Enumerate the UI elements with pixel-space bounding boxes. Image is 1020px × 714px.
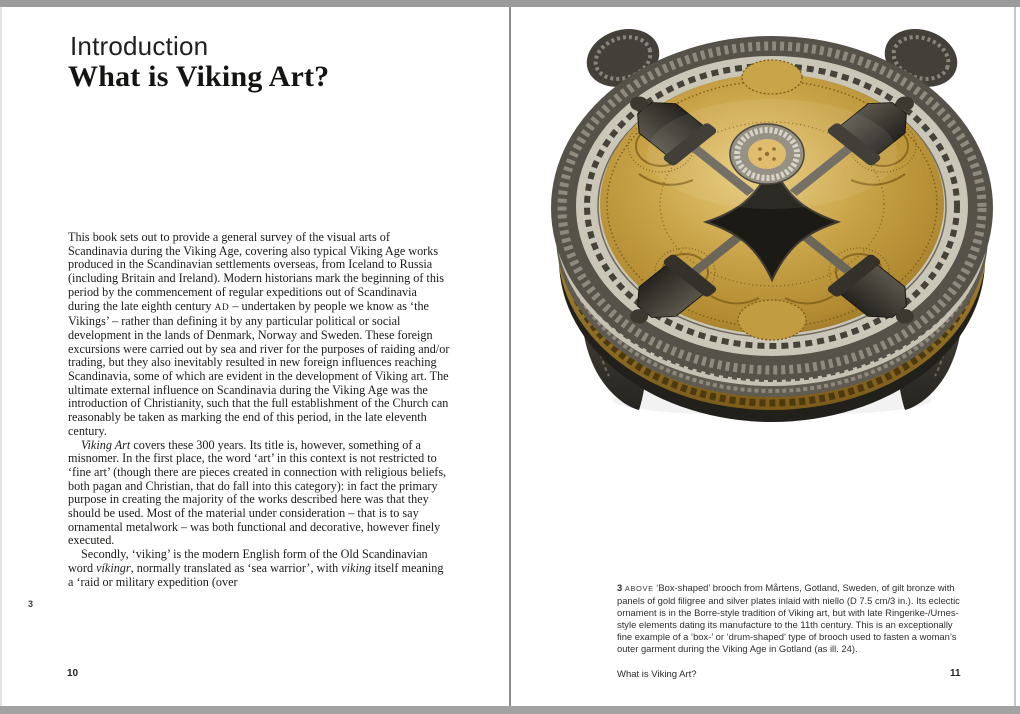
chapter-title: What is Viking Art? (68, 60, 330, 93)
chapter-kicker: Introduction (70, 31, 209, 61)
running-footer: What is Viking Art? (617, 669, 697, 680)
left-border (0, 7, 2, 706)
figure-caption: 3 ABOVE ‘Box-shaped’ brooch from Mårtens, Gotland, Sweden, of gilt bronze with panels of gold filigree and silver plates inlaid with niello (D 7.5 cm/3 in.). Its eclectic ornament is in the Borre-style tradition of Viking art, but with late Ringerike-/Urnes-style elements dating its manufacture to the 11th century. This is an exceptionally fine example of a ‘box-’ or ‘drum-shaped’ type of brooch used to fasten a woman’s outer garment during the Viking Age in Gotland (as ill. 24). (617, 582, 960, 654)
margin-figure-ref: 3 (28, 599, 34, 609)
brooch-photo (543, 14, 1001, 428)
page-number-left: 10 (67, 668, 79, 679)
body-text (68, 231, 450, 589)
bottom-border (0, 706, 1020, 714)
body-paragraph: This book sets out to provide a general survey of the visual arts of Scandinavia during the Viking Age, covering also typical Viking Age works produced in the Scandinavian settlements overseas, from Iceland to Russia (including Britain and Ireland). Modern historians mark the beginning of this period by the commencement of regular expeditions out of Scandinavia during the late eighth century AD – undertaken by people we know as ‘the Vikings’ – rather than defining it by any particular political or social development in the lands of Denmark, Norway and Sweden. These foreign excursions were carried out by sea and river for the purposes of raiding and/or trading, but they also inevitably resulted in new foreign influences reaching Scandinavia, some of which are evident in the development of Viking art. The ultimate external influence on Scandinavia during the Viking Age was the introduction of Christianity, such that the full establishment of the Church can reasonably be taken as marking the end of this period, in the late eleventh century. (68, 230, 450, 438)
right-border (1014, 7, 1016, 706)
page-number-right: 11 (950, 668, 961, 679)
page-gutter (509, 7, 511, 706)
brooch-image (543, 14, 1001, 428)
body-paragraph: Secondly, ‘viking’ is the modern English form of the Old Scandinavian word víkingr, normally translated as ‘sea warrior’, with viking itself meaning a ‘raid or military expedition (over (68, 547, 444, 589)
top-border (0, 0, 1020, 7)
body-paragraph: Viking Art covers these 300 years. Its title is, however, something of a misnomer. In the first place, the word ‘art’ in this context is not restricted to ‘fine art’ (though there are pieces created in connection with religious beliefs, both pagan and Christian, that do fall into this category): in fact the primary purpose in creating the majority of the works described here was that they should be used. Most of the material under consideration – that is to say ornamental metalwork – was both functional and decorative, however finely executed. (68, 437, 447, 548)
